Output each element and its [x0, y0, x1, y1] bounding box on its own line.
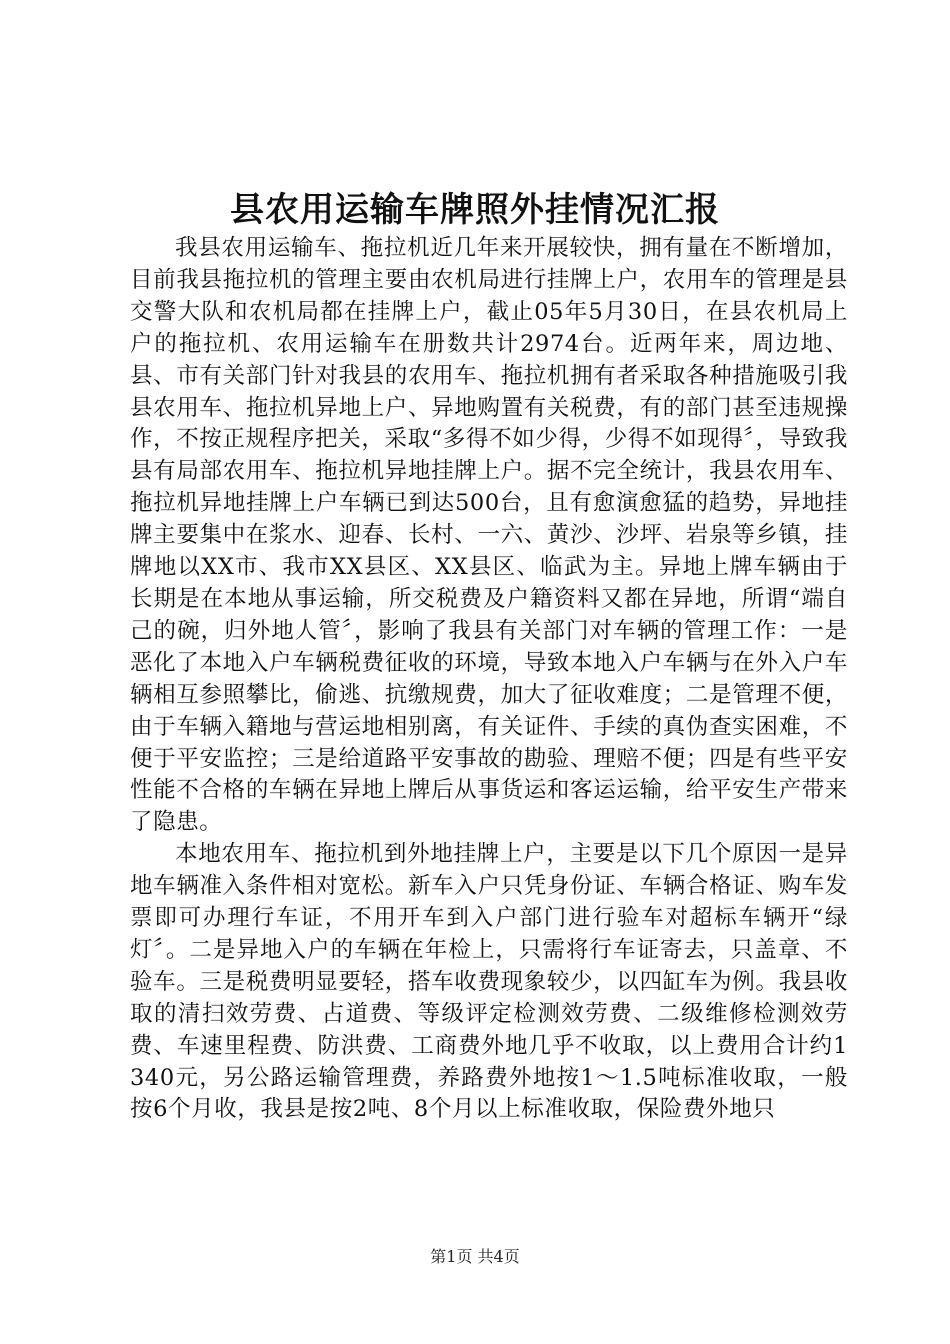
paragraph-2: 本地农用车、拖拉机到外地挂牌上户，主要是以下几个原因一是异地车辆准入条件相对宽松。新车入户只凭身份证、车辆合格证、购车发票即可办理行车证，不用开车到入户部门进行验车对超标车辆开“绿灯〞。二是异地入户的车辆在年检上，只需将行车证寄去，只盖章、不验车。三是税费明显要轻，搭车收费现象较少，以四缸车为例。我县收取的清扫效劳费、占道费、等级评定检测效劳费、二级维修检测效劳费、车速里程费、防洪费、工商费外地几乎不收取，以上费用合计约1340元，另公路运输管理费，养路费外地按1～1.5吨标准收取，一般按6个月收，我县是按2吨、8个月以上标准收取，保险费外地只: [130, 841, 848, 1123]
document-body: [130, 233, 848, 1126]
page-total: 共4页: [477, 1247, 520, 1266]
paragraph-1: 我县农用运输车、拖拉机近几年来开展较快，拥有量在不断增加，目前我县拖拉机的管理主要由农机局进行挂牌上户，农用车的管理是县交警大队和农机局都在挂牌上户，截止05年5月30日，在县农机局上户的拖拉机、农用运输车在册数共计2974台。近两年来，周边地、县、市有关部门针对我县的农用车、拖拉机拥有者采取各种措施吸引我县农用车、拖拉机异地上户、异地购置有关税费，有的部门甚至违规操作，不按正规程序把关，采取“多得不如少得，少得不如现得〞，导致我县有局部农用车、拖拉机异地挂牌上户。据不完全统计，我县农用车、拖拉机异地挂牌上户车辆已到达500台，且有愈演愈猛的趋势，异地挂牌主要集中在浆水、迎春、长村、一六、黄沙、沙坪、岩泉等乡镇，挂牌地以XX市、我市XX县区、XX县区、临武为主。异地上牌车辆由于长期是在本地从事运输，所交税费及户籍资料又都在异地，所谓“端自己的碗，归外地人管〞，影响了我县有关部门对车辆的管理工作：一是恶化了本地入户车辆税费征收的环境，导致本地入户车辆与在外入户车辆相互参照攀比，偷逃、抗缴规费，加大了征收难度；二是管理不便，由于车辆入籍地与营运地相别离，有关证件、手续的真伪查实困难，不便于平安监控；三是给道路平安事故的勘验、理赔不便；四是有些平安性能不合格的车辆在异地上牌后从事货运和客运运输，给平安生产带来了隐患。: [130, 235, 848, 836]
document-title: 县农用运输车牌照外挂情况汇报: [230, 190, 720, 230]
page-number: 第1页: [430, 1247, 473, 1266]
page-footer: [0, 1246, 950, 1268]
